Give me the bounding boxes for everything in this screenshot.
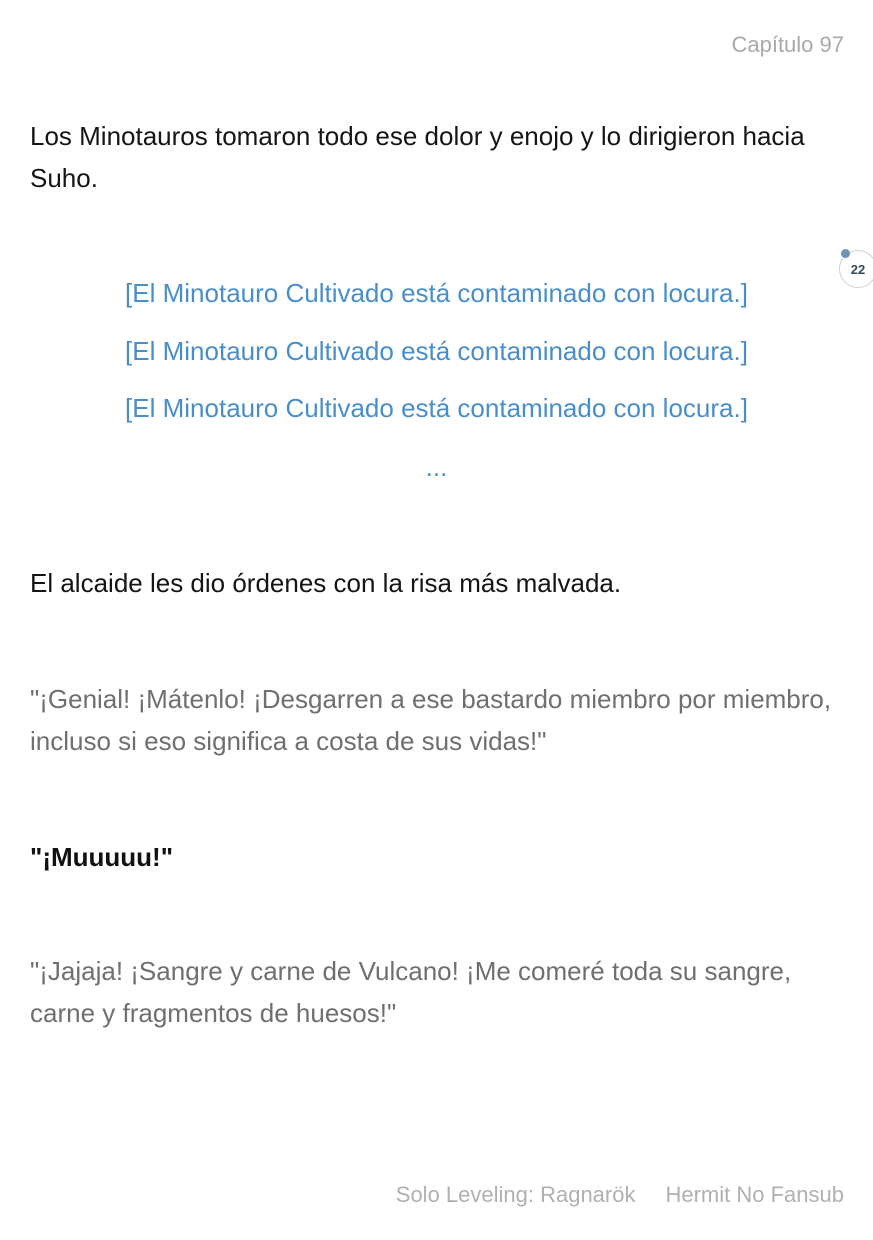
ellipsis: ... — [425, 452, 448, 482]
system-message: [El Minotauro Cultivado está contaminado con locura.] — [125, 278, 748, 308]
dialogue-paragraph: "¡Genial! ¡Mátenlo! ¡Desgarren a ese bastardo miembro por miembro, incluso si eso significa a costa de sus vidas!" — [30, 684, 832, 756]
footer — [396, 1182, 844, 1208]
narration-paragraph: Los Minotauros tomaron todo ese dolor y enojo y lo dirigieron hacia Suho. — [30, 121, 805, 193]
badge-indicator-dot — [841, 249, 850, 258]
translator-credit: Hermit No Fansub — [665, 1182, 844, 1207]
book-title: Solo Leveling: Ragnarök — [395, 1182, 636, 1207]
narration-paragraph: El alcaide les dio órdenes con la risa más malvada. — [30, 568, 622, 598]
system-message: [El Minotauro Cultivado está contaminado con locura.] — [125, 336, 748, 366]
dialogue-paragraph-bold: "¡Muuuuu!" — [30, 842, 174, 872]
chapter-label: Capítulo 97 — [731, 32, 844, 57]
dialogue-paragraph: "¡Jajaja! ¡Sangre y carne de Vulcano! ¡Me comeré toda su sangre, carne y fragmentos de huesos!" — [30, 956, 792, 1028]
system-message: [El Minotauro Cultivado está contaminado con locura.] — [125, 393, 748, 423]
page-number: 22 — [850, 261, 866, 277]
